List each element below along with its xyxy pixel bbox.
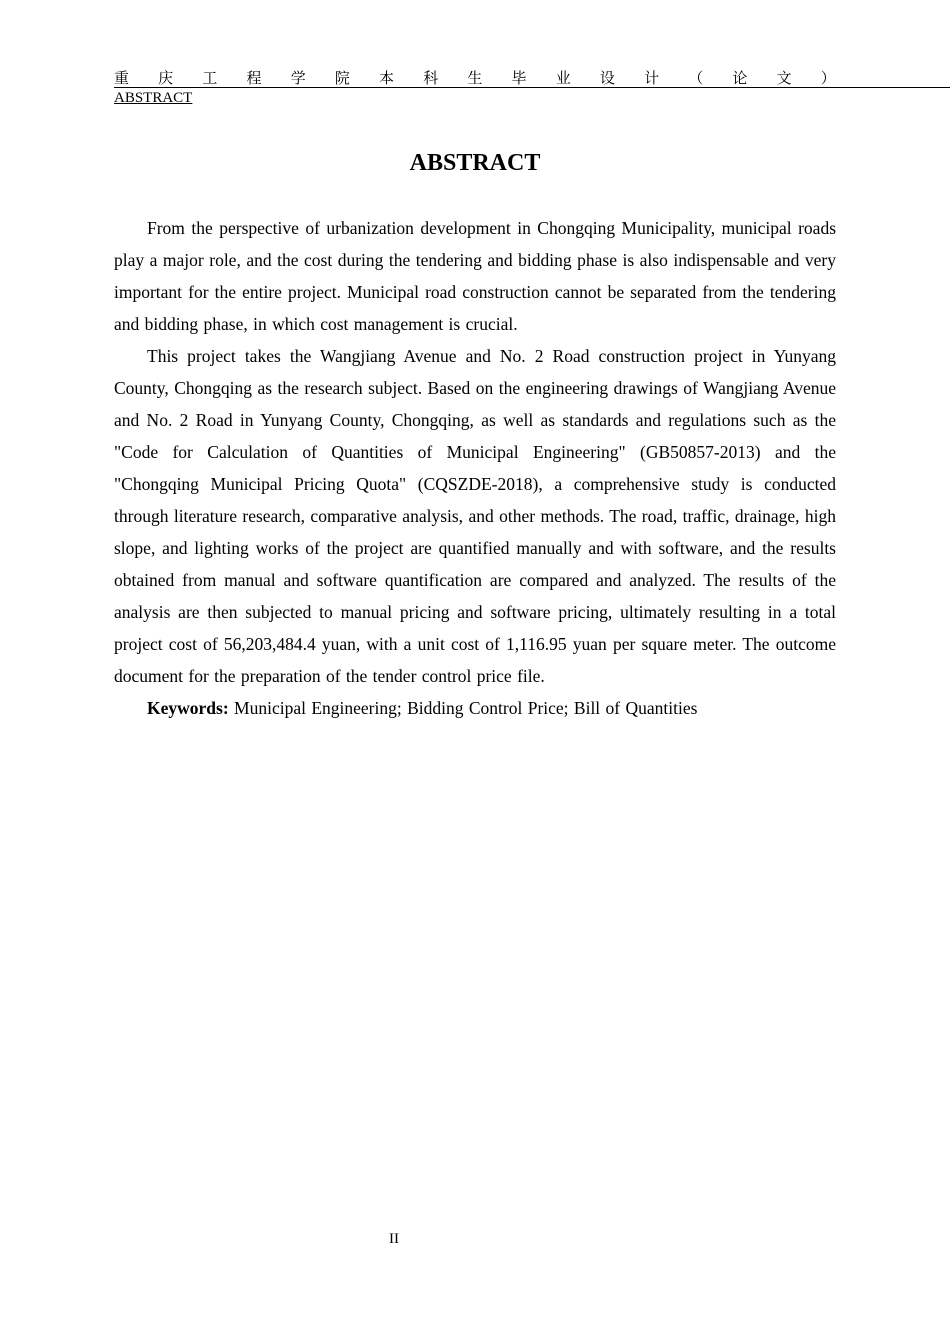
abstract-paragraph: From the perspective of urbanization development in Chongqing Municipality, municipal roads play a major role, and the cost during the tendering and bidding phase is also indispensable and very important for the entire project. Municipal road construction cannot be separated from the tendering and bidding phase, in which cost management is crucial. — [114, 218, 836, 334]
abstract-body — [114, 212, 836, 724]
header-char: 重 — [114, 71, 130, 87]
header-char: 科 — [423, 71, 439, 87]
abstract-paragraph: This project takes the Wangjiang Avenue and No. 2 Road construction project in Yunyang County, Chongqing as the research subject. Based on the engineering drawings of Wangjiang Avenue and No. 2 Road in Yunyang County, Chongqing, as well as standards and regulations such as the "Code for Calculation of Quantities of Municipal Engineering" (GB50857-2013) and the "Chongqing Municipal Pricing Quota" (CQSZDE-2018), a comprehensive study is conducted through literature research, comparative analysis, and other methods. The road, traffic, drainage, high slope, and lighting works of the project are quantified manually and with software, and the results obtained from manual and software quantification are compared and analyzed. The results of the analysis are then subjected to manual pricing and software pricing, ultimately resulting in a total project cost of 56,203,484.4 yuan, with a unit cost of 1,116.95 yuan per square meter. The outcome document for the preparation of the tender control price file. — [114, 346, 836, 686]
keywords-line — [114, 692, 836, 724]
header-char: （ — [688, 71, 704, 87]
header-char: 生 — [467, 71, 483, 87]
header-char: 业 — [555, 71, 571, 87]
page-number: II — [389, 1231, 399, 1247]
keywords-text: Municipal Engineering; Bidding Control Price; Bill of Quantities — [234, 698, 698, 718]
header-char: 论 — [732, 71, 748, 87]
page-title: ABSTRACT — [409, 150, 541, 176]
header-char: 工 — [202, 71, 218, 87]
keywords-label: Keywords: — [147, 698, 229, 718]
header-char: 本 — [379, 71, 395, 87]
header-char: 计 — [644, 71, 660, 87]
header-rule — [114, 87, 950, 88]
header-char: 设 — [599, 71, 615, 87]
page-header — [114, 70, 950, 108]
header-char: 院 — [334, 71, 350, 87]
header-section-label: ABSTRACT — [114, 90, 193, 106]
header-char: 毕 — [511, 71, 527, 87]
header-char: ） — [820, 71, 836, 87]
header-char: 程 — [246, 71, 262, 87]
header-char: 庆 — [158, 71, 174, 87]
header-char: 学 — [290, 71, 306, 87]
header-char: 文 — [776, 71, 792, 87]
